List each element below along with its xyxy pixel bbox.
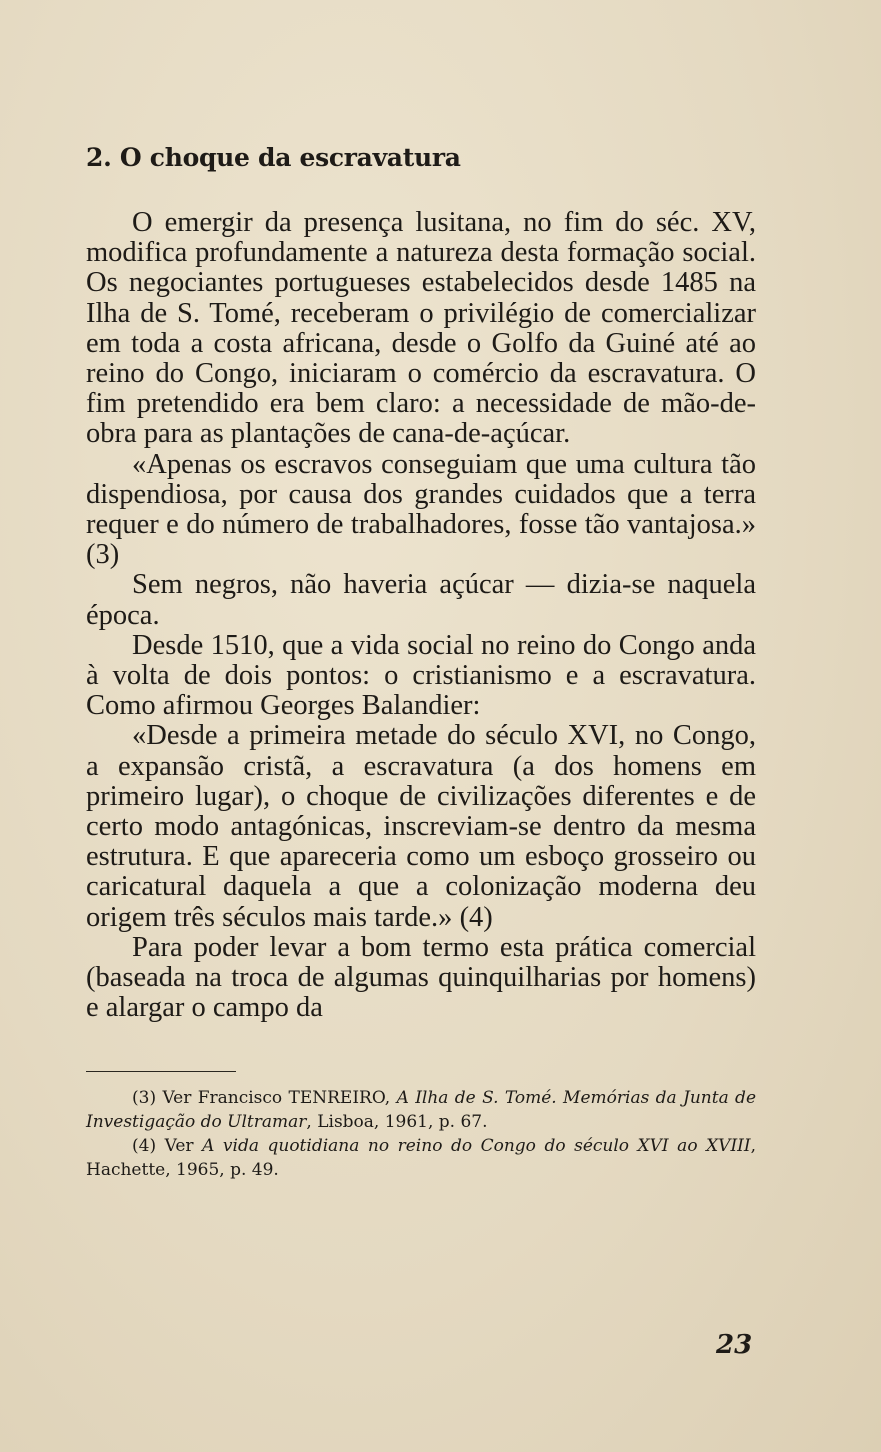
paragraph-6-text: Para poder levar a bom termo esta prática comercial (baseada na troca de algumas quinquilharias por homens) e alargar o campo da: [86, 931, 756, 1024]
footnote-3-title: A Ilha de S. Tomé. Memórias da Junta de Investigação do Ultramar: [86, 1088, 756, 1133]
paragraph-6: [86, 933, 756, 1024]
paragraph-3-text: Sem negros, não haveria açúcar — dizia-se naquela época.: [86, 569, 756, 631]
paragraph-3: [86, 570, 756, 630]
page-body: [86, 138, 756, 1182]
paragraph-5: [86, 721, 756, 932]
footnote-3-lead: Ver Francisco TENREIRO,: [162, 1088, 391, 1109]
footnote-4-marker: (4): [132, 1136, 157, 1157]
footnote-4: [86, 1134, 756, 1182]
paragraph-1-text: O emergir da presença lusitana, no fim do séc. XV, modifica profundamente a natureza desta formação social. Os negociantes portugueses estabelecidos desde 1485 na Ilha de S. Tomé, receberam o privilégio de comercializar em toda a costa africana, desde o Golfo da Guiné até ao reino do Congo, iniciaram o comércio da escravatura. O fim pretendido era bem claro: a necessidade de mão-de-obra para as plantações de cana-de-açúcar.: [86, 207, 756, 450]
paragraph-1: [86, 208, 756, 450]
footnote-3: [86, 1086, 756, 1134]
footnote-3-marker: (3): [132, 1088, 157, 1109]
paragraph-5-text: «Desde a primeira metade do século XVI, no Congo, a expansão cristã, a escravatura (a dos homens em primeiro lugar), o choque de civilizações diferentes e de certo modo antagónicas, inscreviam-se dentro da mesma estrutura. E que apareceria como um esboço grosseiro ou caricatural daquela a que a colonização moderna deu origem três séculos mais tarde.»: [86, 720, 756, 933]
footnote-divider: [86, 1071, 236, 1072]
paragraph-4-text: Desde 1510, que a vida social no reino do Congo anda à volta de dois pontos: o cristianismo e a escravatura. Como afirmou Georges Balandier:: [86, 629, 756, 722]
footnote-3-tail: , Lisboa, 1961, p. 67.: [306, 1112, 488, 1133]
page-number: 23: [716, 1330, 753, 1360]
paragraph-4: [86, 631, 756, 722]
section-heading: 2. O choque da escravatura: [86, 143, 461, 172]
paragraph-2-text: «Apenas os escravos conseguiam que uma cultura tão dispendiosa, por causa dos grandes cuidados que a terra requer e do número de trabalhadores, fosse tão vantajosa.»: [86, 448, 756, 541]
footnote-4-lead: Ver: [164, 1136, 194, 1157]
footnote-4-title: A vida quotidiana no reino do Congo do século XVI ao XVIII: [202, 1136, 751, 1157]
footnote-ref-4[interactable]: (4): [459, 901, 493, 933]
footnote-ref-3[interactable]: (3): [86, 539, 120, 571]
paragraph-2: [86, 450, 756, 571]
footnote-4-tail: , Hachette, 1965, p. 49.: [86, 1136, 757, 1181]
